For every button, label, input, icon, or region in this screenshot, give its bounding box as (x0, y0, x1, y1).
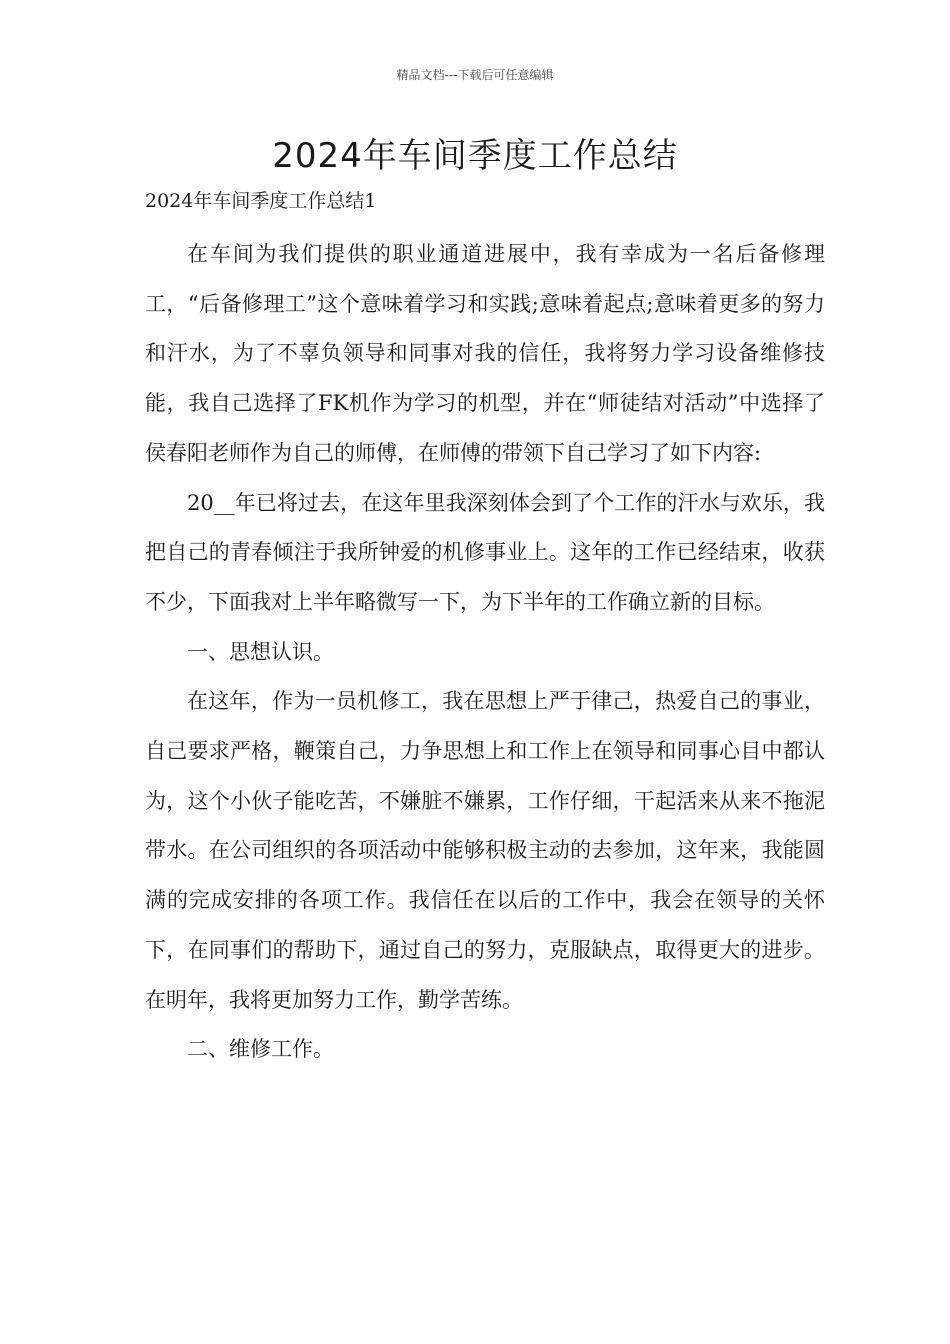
section-heading: 一、思想认识。 (187, 639, 334, 664)
document-body (145, 230, 825, 1075)
section-heading: 二、维修工作。 (187, 1037, 334, 1062)
paragraph: 在车间为我们提供的职业通道进展中，我有幸成为一名后备修理工，“后备修理工”这个意味着学习和实践;意味着起点;意味着更多的努力和汗水，为了不辜负领导和同事对我的信任，我将努力学习设备维修技能，我自己选择了FK机作为学习的机型，并在“师徒结对活动”中选择了侯春阳老师作为自己的师傅，在师傅的带领下自己学习了如下内容: (145, 242, 825, 465)
paragraph: 在这年，作为一员机修工，我在思想上严于律己，热爱自己的事业，自己要求严格，鞭策自己，力争思想上和工作上在领导和同事心目中都认为，这个小伙子能吃苦，不嫌脏不嫌累，工作仔细，干起活来从来不拖泥带水。在公司组织的各项活动中能够积极主动的去参加，这年来，我能圆满的完成安排的各项工作。我信任在以后的工作中，我会在领导的关怀下，在同事们的帮助下，通过自己的努力，克服缺点，取得更大的进步。在明年，我将更加努力工作，勤学苦练。 (145, 689, 825, 1012)
document-subtitle: 2024年车间季度工作总结1 (145, 190, 377, 212)
header-note: 精品文档---下载后可任意编辑 (396, 68, 554, 82)
paragraph: 20__年已将过去，在这年里我深刻体会到了个工作的汗水与欢乐，我把自己的青春倾注于我所钟爱的机修事业上。这年的工作已经结束，收获不少，下面我对上半年略微写一下，为下半年的工作确立新的目标。 (145, 490, 825, 614)
document-title: 2024年车间季度工作总结 (272, 136, 678, 176)
